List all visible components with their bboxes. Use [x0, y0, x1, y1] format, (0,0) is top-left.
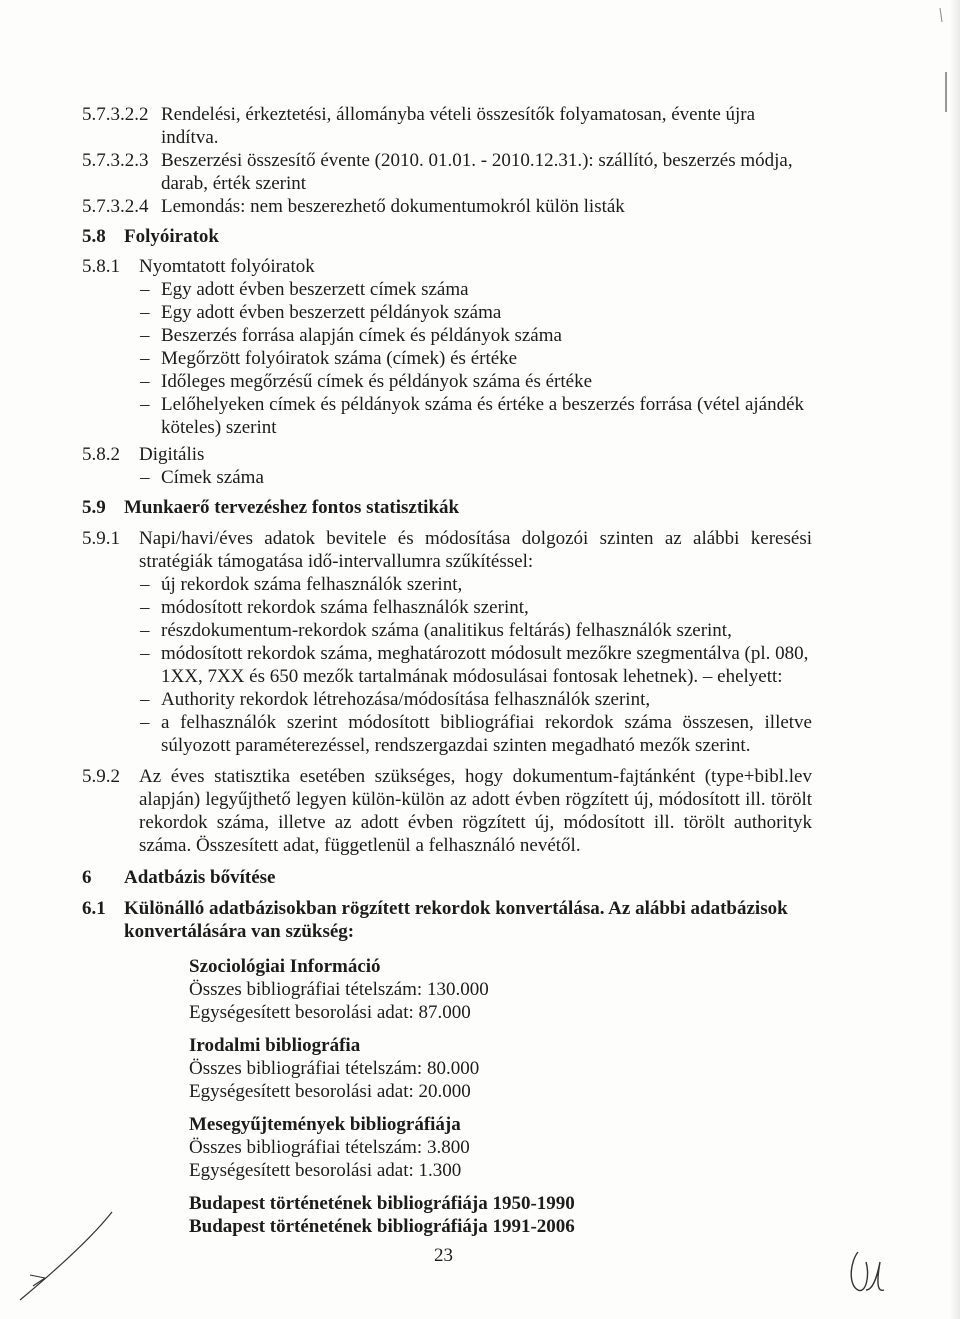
list-bullet: – [140, 279, 150, 300]
initials-signature [851, 1252, 884, 1291]
list-item: Időleges megőrzésű címek és példányok száma és értéke [161, 371, 593, 392]
database-name: Budapest történetének bibliográfiája 1950-1990 [189, 1193, 575, 1214]
list-item-continuation: köteles) szerint [161, 417, 277, 438]
list-item: Egy adott évben beszerzett címek száma [161, 279, 469, 300]
section-number: 5.8.1 [82, 256, 120, 277]
list-bullet: – [140, 467, 150, 488]
pen-stroke [20, 1212, 112, 1300]
list-item: Authority rekordok létrehozása/módosítása felhasználók szerint, [161, 689, 651, 710]
list-bullet: – [140, 643, 150, 664]
section-number: 5.9.1 [82, 528, 120, 549]
heading-number: 5.9 [82, 497, 106, 518]
list-item: módosított rekordok száma, meghatározott módosult mezőkre szegmentálva (pl. 080, [161, 643, 809, 664]
paragraph-line: Lemondás: nem beszerezhető dokumentumokról külön listák [161, 196, 625, 217]
list-item-continuation: súlyozott paraméterezéssel, rendszergazdai szinten megadható mezők szerint. [161, 735, 751, 756]
database-total: Összes bibliográfiai tételszám: 80.000 [189, 1058, 480, 1079]
list-item: Egy adott évben beszerzett példányok száma [161, 302, 502, 323]
section-heading: Adatbázis bővítése [124, 867, 276, 888]
list-item: Beszerzés forrása alapján címek és példányok száma [161, 325, 562, 346]
subsection-title: Digitális [139, 444, 205, 465]
database-unified: Egységesített besorolási adat: 20.000 [189, 1081, 471, 1102]
paragraph-line: Az éves statisztika esetében szükséges, hogy dokumentum-fajtánként (type+bibl.lev [139, 766, 812, 787]
list-bullet: – [140, 620, 150, 641]
database-name: Mesegyűjtemények bibliográfiája [189, 1114, 461, 1135]
subsection-title: Nyomtatott folyóiratok [139, 256, 315, 277]
list-item: a felhasználók szerint módosított bibliográfiai rekordok száma összesen, illetve [161, 712, 812, 733]
paragraph-line: darab, érték szerint [161, 173, 307, 194]
list-item-continuation: 1XX, 7XX és 650 mezők tartalmának módosulásai fontosak lehetnek). – ehelyett: [161, 666, 783, 687]
paragraph-line: Napi/havi/éves adatok bevitele és módosítása dolgozói szinten az alábbi keresési [139, 528, 812, 549]
section-heading: konvertálására van szükség: [124, 921, 355, 942]
section-number: 5.9.2 [82, 766, 120, 787]
paragraph-line: stratégiák támogatása idő-intervallumra szűkítéssel: [139, 551, 534, 572]
database-unified: Egységesített besorolási adat: 1.300 [189, 1160, 462, 1181]
margin-mark [940, 8, 942, 22]
list-bullet: – [140, 712, 150, 733]
list-item: új rekordok száma felhasználók szerint, [161, 574, 463, 595]
heading-number: 6 [82, 867, 92, 888]
section-number: 5.7.3.2.2 [82, 104, 149, 125]
list-bullet: – [140, 574, 150, 595]
list-item: Megőrzött folyóiratok száma (címek) és értéke [161, 348, 518, 369]
section-number: 5.7.3.2.3 [82, 150, 149, 171]
list-item: Lelőhelyeken címek és példányok száma és értéke a beszerzés forrása (vétel ajándék [161, 394, 805, 415]
paragraph-line: indítva. [161, 127, 219, 148]
list-bullet: – [140, 689, 150, 710]
paragraph-line: száma. Összesített adat, függetlenül a felhasználó nevétől. [139, 835, 581, 856]
heading-number: 5.8 [82, 226, 106, 247]
section-number: 5.8.2 [82, 444, 120, 465]
list-bullet: – [140, 597, 150, 618]
database-name: Szociológiai Információ [189, 956, 381, 977]
list-item: részdokumentum-rekordok száma (analitikus feltárás) felhasználók szerint, [161, 620, 732, 641]
section-heading: Különálló adatbázisokban rögzített rekordok konvertálása. Az alábbi adatbázisok [124, 898, 788, 919]
database-name: Budapest történetének bibliográfiája 1991-2006 [189, 1216, 575, 1237]
list-bullet: – [140, 394, 150, 415]
list-bullet: – [140, 348, 150, 369]
section-heading: Munkaerő tervezéshez fontos statisztikák [124, 497, 460, 518]
paragraph-line: Beszerzési összesítő évente (2010. 01.01. - 2010.12.31.): szállító, beszerzés módja, [161, 150, 793, 171]
section-heading: Folyóiratok [124, 226, 219, 247]
database-total: Összes bibliográfiai tételszám: 3.800 [189, 1137, 470, 1158]
database-unified: Egységesített besorolási adat: 87.000 [189, 1002, 471, 1023]
list-bullet: – [140, 302, 150, 323]
paragraph-line: rekordok száma, illetve az adott évben rögzített új, módosított ill. törölt authorityk [139, 812, 812, 833]
list-bullet: – [140, 325, 150, 346]
list-item: módosított rekordok száma felhasználók szerint, [161, 597, 529, 618]
section-number: 5.7.3.2.4 [82, 196, 149, 217]
paragraph-line: Rendelési, érkeztetési, állományba vételi összesítők folyamatosan, évente újra [161, 104, 756, 125]
list-item: Címek száma [161, 467, 264, 488]
page-number: 23 [434, 1245, 453, 1266]
database-name: Irodalmi bibliográfia [189, 1035, 361, 1056]
heading-number: 6.1 [82, 898, 106, 919]
list-bullet: – [140, 371, 150, 392]
paragraph-line: alapján) legyűjthető legyen külön-külön az adott évben rögzített új, módosított ill. törölt [139, 789, 812, 810]
scan-edge-shadow [950, 0, 960, 1319]
database-total: Összes bibliográfiai tételszám: 130.000 [189, 979, 489, 1000]
